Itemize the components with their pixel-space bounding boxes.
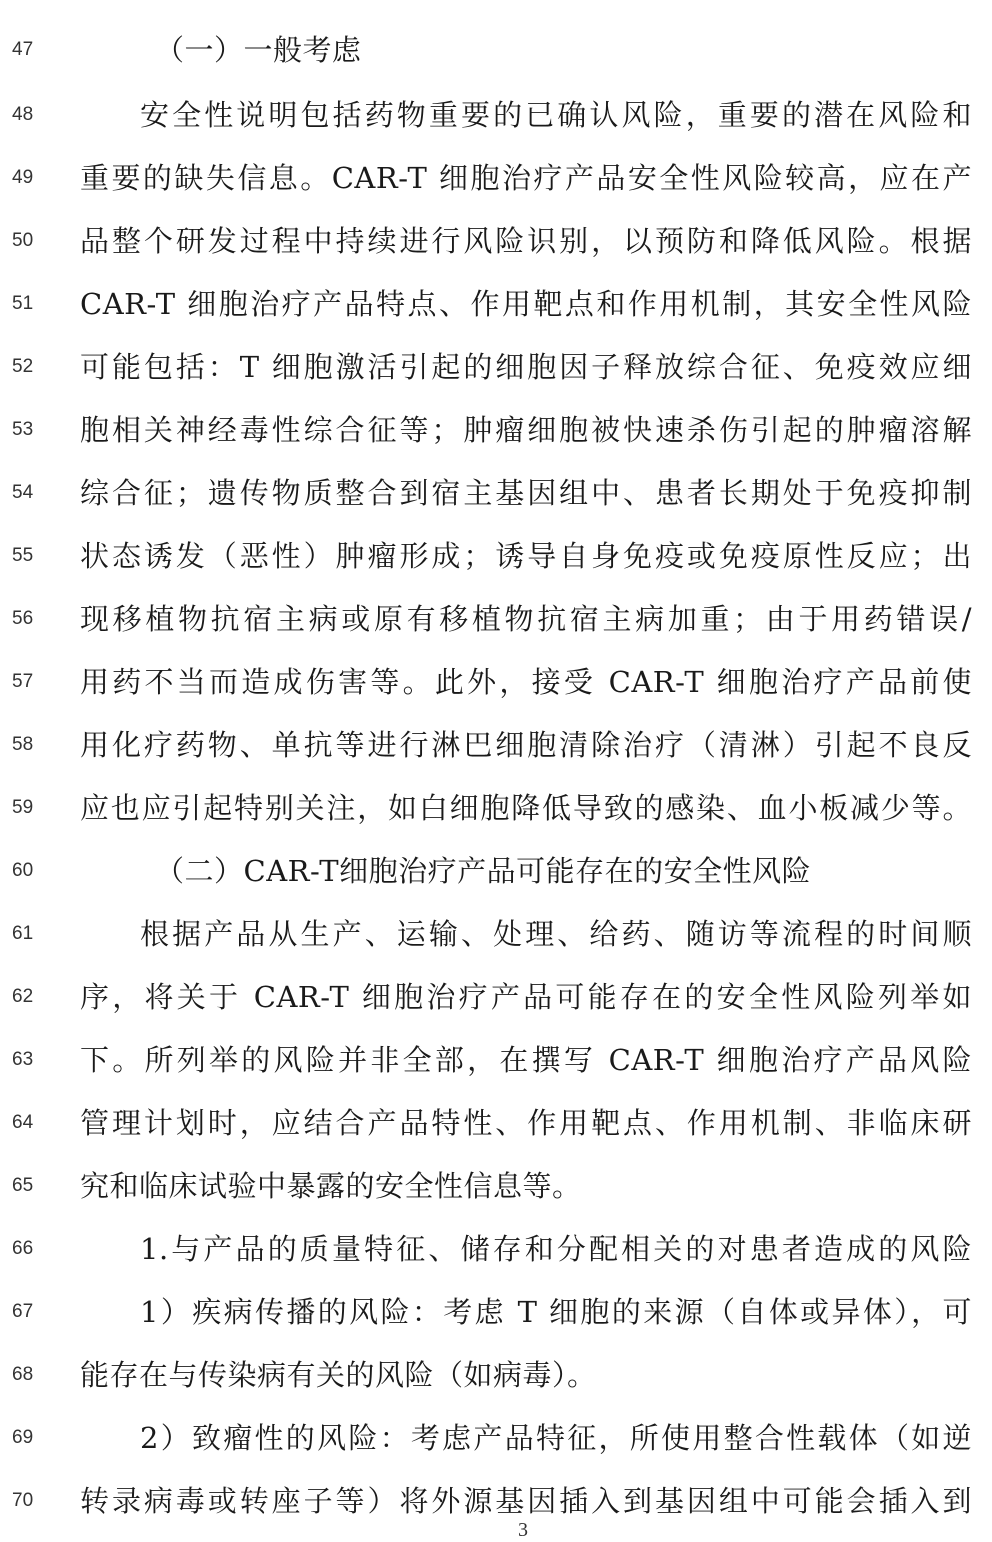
line-number: 54 <box>12 482 34 503</box>
text-line <box>0 1416 992 1478</box>
line-number: 60 <box>12 860 34 881</box>
paragraph-line: 序，将关于 CAR-T 细胞治疗产品可能存在的安全性风险列举如 <box>80 980 972 1014</box>
line-number: 50 <box>12 230 34 251</box>
text-line <box>0 660 992 722</box>
paragraph-line: 现移植物抗宿主病或原有移植物抗宿主病加重；由于用药错误/ <box>80 602 972 636</box>
line-number: 66 <box>12 1238 34 1259</box>
line-number: 49 <box>12 167 34 188</box>
paragraph-line: 2）致瘤性的风险：考虑产品特征，所使用整合性载体（如逆 <box>140 1421 972 1455</box>
text-line <box>0 471 992 533</box>
paragraph-line: 能存在与传染病有关的风险（如病毒）。 <box>80 1358 597 1392</box>
paragraph-line: 根据产品从生产、运输、处理、给药、随访等流程的时间顺 <box>140 917 972 951</box>
paragraph-line: 综合征；遗传物质整合到宿主基因组中、患者长期处于免疫抑制 <box>80 476 972 510</box>
line-number: 53 <box>12 419 34 440</box>
text-line <box>0 1164 992 1226</box>
text-line <box>0 786 992 848</box>
line-number: 48 <box>12 104 34 125</box>
paragraph-line: 1）疾病传播的风险：考虑 T 细胞的来源（自体或异体），可 <box>140 1295 972 1329</box>
line-number: 56 <box>12 608 34 629</box>
section-heading: （一）一般考虑 <box>155 33 362 67</box>
line-number: 55 <box>12 545 34 566</box>
text-line <box>0 975 992 1037</box>
paragraph-line: 1.与产品的质量特征、储存和分配相关的对患者造成的风险 <box>140 1232 972 1266</box>
line-number: 69 <box>12 1427 34 1448</box>
line-number: 65 <box>12 1175 34 1196</box>
line-number: 59 <box>12 797 34 818</box>
text-line <box>0 219 992 281</box>
text-line <box>0 534 992 596</box>
text-line <box>0 1290 992 1352</box>
paragraph-line: 管理计划时，应结合产品特性、作用靶点、作用机制、非临床研 <box>80 1106 972 1140</box>
paragraph-line: 胞相关神经毒性综合征等；肿瘤细胞被快速杀伤引起的肿瘤溶解 <box>80 413 972 447</box>
line-number: 57 <box>12 671 34 692</box>
paragraph-line: 下。所列举的风险并非全部，在撰写 CAR-T 细胞治疗产品风险 <box>80 1043 972 1077</box>
line-number: 58 <box>12 734 34 755</box>
paragraph-line: 究和临床试验中暴露的安全性信息等。 <box>80 1169 582 1203</box>
line-number: 51 <box>12 293 34 314</box>
line-number: 70 <box>12 1490 34 1511</box>
paragraph-line: 转录病毒或转座子等）将外源基因插入到基因组中可能会插入到 <box>80 1484 972 1518</box>
paragraph-line: 可能包括：T 细胞激活引起的细胞因子释放综合征、免疫效应细 <box>80 350 972 384</box>
page-number: 3 <box>518 1519 528 1541</box>
text-line <box>0 723 992 785</box>
paragraph-line: 应也应引起特别关注，如白细胞降低导致的感染、血小板减少等。 <box>80 791 972 825</box>
line-number: 68 <box>12 1364 34 1385</box>
line-number: 64 <box>12 1112 34 1133</box>
paragraph-line: CAR-T 细胞治疗产品特点、作用靶点和作用机制，其安全性风险 <box>80 287 972 321</box>
text-line <box>0 849 992 911</box>
text-line <box>0 1353 992 1415</box>
paragraph-line: 用化疗药物、单抗等进行淋巴细胞清除治疗（清淋）引起不良反 <box>80 728 972 762</box>
paragraph-line: 安全性说明包括药物重要的已确认风险，重要的潜在风险和 <box>140 98 972 132</box>
text-line <box>0 597 992 659</box>
text-line <box>0 408 992 470</box>
paragraph-line: 用药不当而造成伤害等。此外，接受 CAR-T 细胞治疗产品前使 <box>80 665 972 699</box>
text-line <box>0 1038 992 1100</box>
text-line <box>0 28 992 90</box>
line-number: 67 <box>12 1301 34 1322</box>
text-line <box>0 1101 992 1163</box>
line-number: 62 <box>12 986 34 1007</box>
line-number: 52 <box>12 356 34 377</box>
text-line <box>0 282 992 344</box>
line-number: 63 <box>12 1049 34 1070</box>
text-line <box>0 345 992 407</box>
paragraph-line: 状态诱发（恶性）肿瘤形成；诱导自身免疫或免疫原性反应；出 <box>80 539 972 573</box>
line-number: 61 <box>12 923 34 944</box>
line-number: 47 <box>12 39 34 60</box>
paragraph-line: 品整个研发过程中持续进行风险识别，以预防和降低风险。根据 <box>80 224 972 258</box>
text-line <box>0 156 992 218</box>
section-heading: （二）CAR-T细胞治疗产品可能存在的安全性风险 <box>155 854 812 888</box>
text-line <box>0 912 992 974</box>
text-line <box>0 93 992 155</box>
text-line <box>0 1479 992 1519</box>
paragraph-line: 重要的缺失信息。CAR-T 细胞治疗产品安全性风险较高，应在产 <box>80 161 972 195</box>
text-line <box>0 1227 992 1289</box>
